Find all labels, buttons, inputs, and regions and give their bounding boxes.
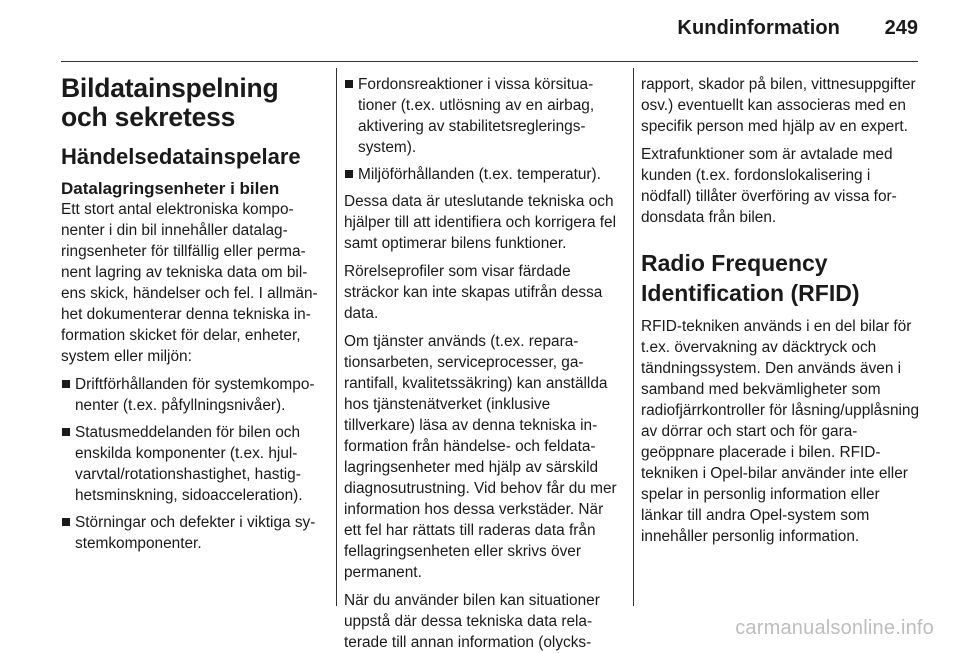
page-header — [0, 0, 960, 62]
list-item — [61, 374, 327, 416]
section-title: Kundinformation — [677, 17, 840, 39]
list-item — [61, 422, 327, 506]
list-item-text: Miljöförhållanden (t.ex. temperatur). — [358, 166, 601, 183]
paragraph: När du använder bilen kan situationer uppstå där dessa tekniska data relaterade till annan information (olycks- — [344, 592, 600, 651]
bullet-icon — [345, 80, 353, 88]
list-item — [61, 512, 327, 554]
column-right — [641, 74, 924, 554]
list-item-text: Driftförhållanden för systemkomponenter (t.ex. påfyllningsnivåer). — [75, 376, 315, 414]
paragraph: RFID-tekniken används i en del bilar för t.ex. övervakning av däcktryck och tändningssystem. Den används även i samband med bekvämligheter som radiofjärrkontroller för låsning/upplåsning av dörrar och start och för garageöppnare placerade i bilen. RFID-tekniken i Opel-bilar använder inte eller spelar in personlig information eller länkar till andra Opel-system som innehåller personlig information. — [641, 318, 920, 545]
bullet-icon — [62, 518, 70, 526]
intro-paragraph: Ett stort antal elektroniska komponenter i din bil innehåller datalagringsenheter för tillfällig eller permanent lagring av tekniska data om bilens skick, händelser och fel. I allmänhet dokumenterar denna tekniska information skicket för delar, enheter, system eller miljön: — [61, 201, 318, 365]
page-number: 249 — [884, 17, 918, 39]
list-item-text: Fordonsreaktioner i vissa körsituationer (t.ex. utlösning av en airbag, aktivering av stabilitetsregleringssystem). — [358, 76, 595, 156]
list-item — [344, 74, 624, 158]
bullet-icon — [62, 428, 70, 436]
paragraph: rapport, skador på bilen, vittnesuppgifter osv.) eventuellt kan associeras med en specifik person med hjälp av en expert. — [641, 76, 916, 135]
column-divider-left — [336, 68, 337, 606]
sub-subheading: Datalagringsenheter i bilen — [61, 179, 280, 198]
main-heading: Bildatainspelning och sekretess — [61, 73, 279, 132]
column-divider-right — [633, 68, 634, 606]
column-left — [61, 74, 327, 560]
list-item-text: Störningar och defekter i viktiga systemkomponenter. — [75, 514, 316, 552]
header-rule — [61, 61, 918, 62]
paragraph: Extrafunktioner som är avtalade med kunden (t.ex. fordonslokalisering i nödfall) tillåter överföring av vissa fordonsdata från bilen. — [641, 146, 897, 226]
bullet-icon — [345, 170, 353, 178]
paragraph: Rörelseprofiler som visar färdade sträckor kan inte skapas utifrån dessa data. — [344, 263, 603, 322]
bullet-list — [61, 374, 327, 554]
list-item — [344, 164, 624, 185]
bullet-list — [344, 74, 624, 185]
list-item-text: Statusmeddelanden för bilen och enskilda komponenter (t.ex. hjulvarvtal/rotationshastighet, hastighetsminskning, sidoacceleration). — [75, 424, 303, 504]
subheading: Händelsedatainspelare — [61, 144, 301, 169]
paragraph: Om tjänster används (t.ex. reparationsarbeten, serviceprocesser, garantifall, kvalitetssäkring) kan anställda hos tjänstenätverket (inklusive tillverkare) läsa av denna tekniska information från händelse- och feldatalagringsenheter med hjälp av särskild diagnosutrustning. Vid behov får du mer information hos dessa verkstäder. När ett fel har rättats till raderas data från fellagringsenheten eller skrivs över permanent. — [344, 333, 617, 581]
bullet-icon — [62, 380, 70, 388]
paragraph: Dessa data är uteslutande tekniska och hjälper till att identifiera och korrigera fel samt optimerar bilens funktioner. — [344, 193, 617, 252]
rfid-heading: Radio Frequency Identification (RFID) — [641, 250, 860, 306]
column-middle — [344, 74, 624, 653]
watermark-link[interactable]: carmanualsonline.info — [735, 617, 934, 639]
